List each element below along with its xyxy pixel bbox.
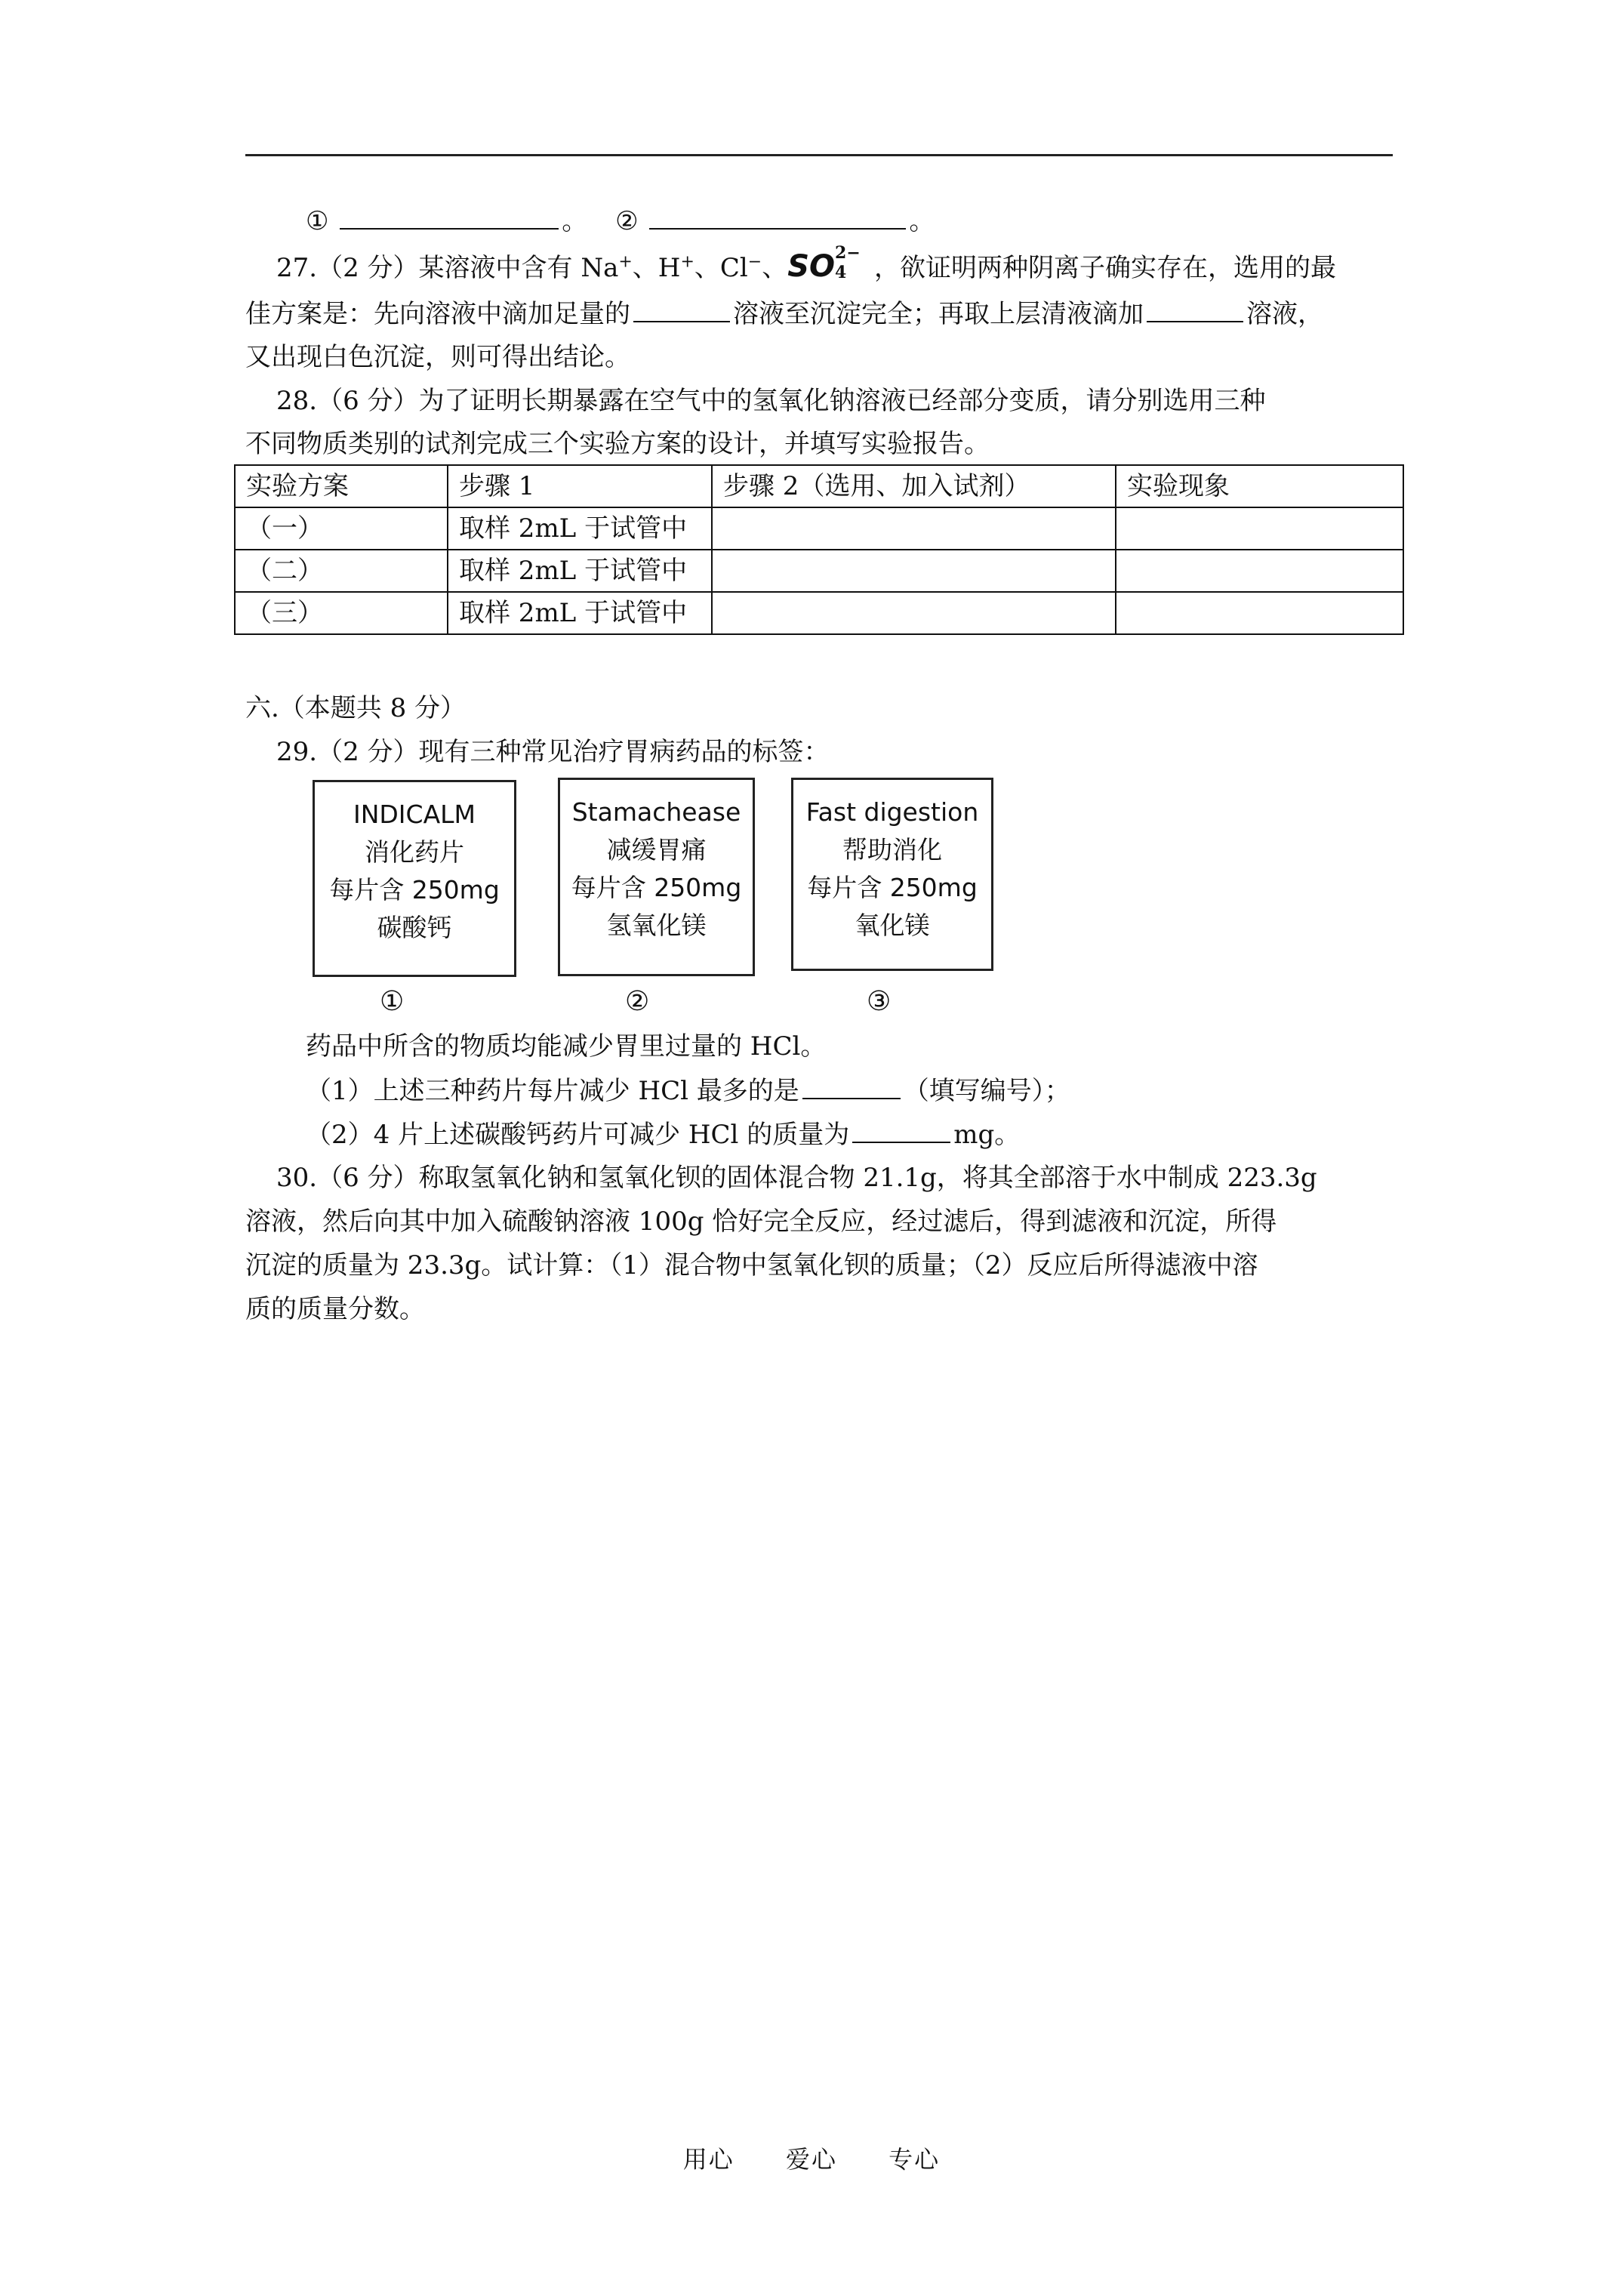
- q29-intro: 29.（2 分）现有三种常见治疗胃病药品的标签：: [276, 737, 830, 767]
- label-number: ②: [625, 986, 650, 1017]
- footer-word: 专心: [888, 2145, 941, 2174]
- q30-line4: 质的质量分数。: [245, 1294, 425, 1324]
- q27-line3: 又出现白色沉淀，则可得出结论。: [245, 342, 630, 372]
- table-header-cell: 实验现象: [1116, 465, 1403, 507]
- table-header-cell: 实验方案: [235, 465, 448, 507]
- table-answer-cell[interactable]: [1116, 592, 1403, 634]
- table-row: [235, 550, 1403, 592]
- table-answer-cell[interactable]: [1116, 507, 1403, 550]
- header-rule: [245, 154, 1393, 156]
- q28-line2: 不同物质类别的试剂完成三个实验方案的设计，并填写实验报告。: [245, 429, 990, 459]
- table-header-cell: 步骤 1: [448, 465, 712, 507]
- footer-word: 用心: [682, 2145, 735, 2174]
- table-cell: 取样 2mL 于试管中: [448, 550, 712, 592]
- sulfate-ion: SO: [787, 249, 836, 284]
- sulfate-ion-charge: 2− 4: [835, 243, 861, 282]
- q30-line3: 沉淀的质量为 23.3g。试计算：（1）混合物中氢氧化钡的质量；（2）反应后所得滤液中溶: [245, 1250, 1258, 1281]
- q27-line1: 27.（2 分）某溶液中含有 Na+、H+、Cl−、SO 2− 4 ，欲证明两种阴离子确实存在，选用的最: [276, 243, 1337, 284]
- table-header-row: [235, 465, 1403, 507]
- answer-blank[interactable]: [852, 1119, 950, 1143]
- medicine-label-3: Fast digestion 帮助消化 每片含 250mg 氧化镁: [791, 778, 993, 971]
- q27-line2: 佳方案是：先向溶液中滴加足量的 溶液至沉淀完全；再取上层清液滴加 溶液，: [245, 299, 1323, 329]
- answer-line-top: ① 。 ② 。: [306, 206, 935, 236]
- table-row: [235, 507, 1403, 550]
- q29-sub1: （1）上述三种药片每片减少 HCl 最多的是 （填写编号）；: [306, 1076, 1070, 1106]
- answer-blank[interactable]: [1147, 298, 1243, 322]
- page-footer: [0, 2140, 1623, 2175]
- q28-line1: 28.（6 分）为了证明长期暴露在空气中的氢氧化钠溶液已经部分变质，请分别选用三种: [276, 386, 1266, 416]
- table-answer-cell[interactable]: [712, 550, 1116, 592]
- table-cell: （一）: [235, 507, 448, 550]
- q30-line1: 30.（6 分）称取氢氧化钠和氢氧化钡的固体混合物 21.1g，将其全部溶于水中制成 223.3g: [276, 1163, 1317, 1193]
- table-answer-cell[interactable]: [712, 507, 1116, 550]
- table-cell: （三）: [235, 592, 448, 634]
- table-answer-cell[interactable]: [712, 592, 1116, 634]
- experiment-report-table: [234, 464, 1404, 635]
- table-cell: 取样 2mL 于试管中: [448, 507, 712, 550]
- table-answer-cell[interactable]: [1116, 550, 1403, 592]
- table-header-cell: 步骤 2（选用、加入试剂）: [712, 465, 1116, 507]
- q29-note: 药品中所含的物质均能减少胃里过量的 HCl。: [306, 1031, 827, 1062]
- footer-word: 爱心: [785, 2145, 837, 2174]
- answer-blank[interactable]: [802, 1075, 901, 1099]
- label-number: ③: [867, 986, 892, 1017]
- section-6-title: 六.（本题共 8 分）: [245, 693, 467, 723]
- q29-sub2: （2）4 片上述碳酸钙药片可减少 HCl 的质量为 mg。: [306, 1120, 1021, 1150]
- label-number: ①: [380, 986, 405, 1017]
- table-row: [235, 592, 1403, 634]
- q30-line2: 溶液，然后向其中加入硫酸钠溶液 100g 恰好完全反应，经过滤后，得到滤液和沉淀，所得: [245, 1207, 1277, 1237]
- answer-blank[interactable]: [340, 205, 559, 230]
- table-cell: （二）: [235, 550, 448, 592]
- answer-blank[interactable]: [649, 205, 906, 230]
- medicine-label-2: Stamachease 减缓胃痛 每片含 250mg 氢氧化镁: [558, 778, 755, 976]
- answer-blank[interactable]: [633, 298, 730, 322]
- medicine-label-1: INDICALM 消化药片 每片含 250mg 碳酸钙: [313, 780, 516, 977]
- table-cell: 取样 2mL 于试管中: [448, 592, 712, 634]
